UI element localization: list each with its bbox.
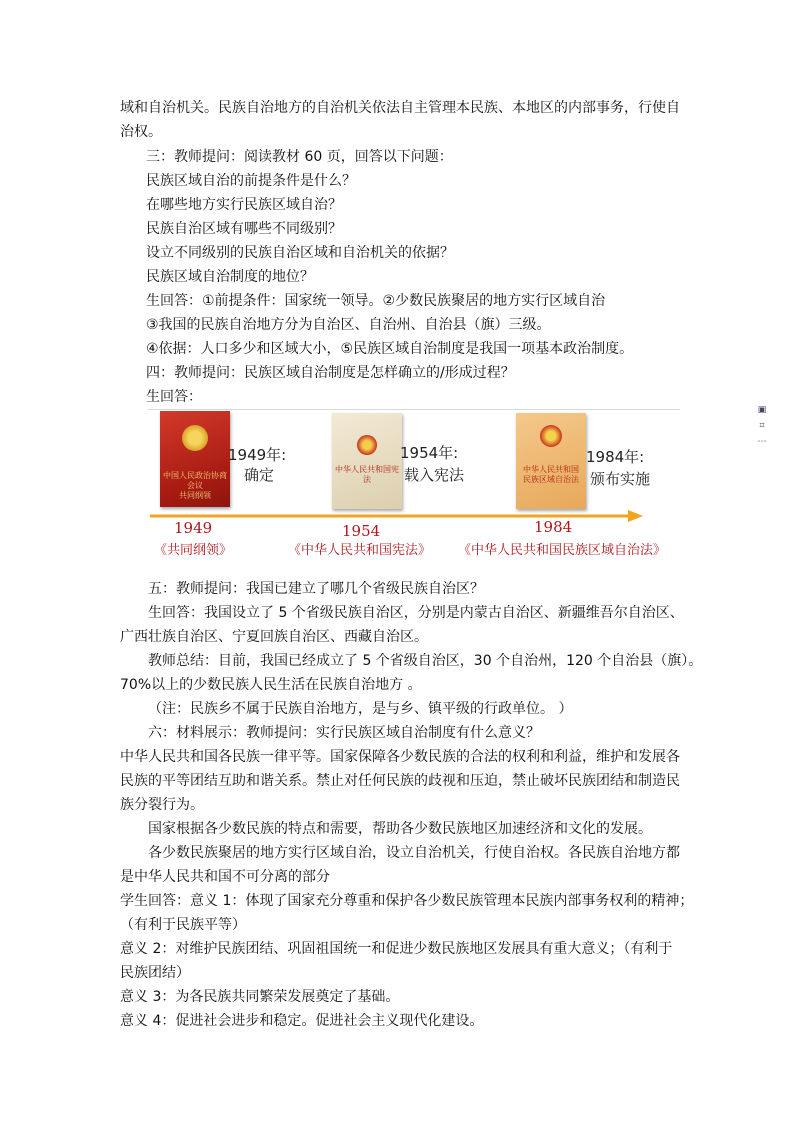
- question-item: 民族自治区域有哪些不同级别？: [146, 221, 342, 237]
- answer-label: 生回答：: [146, 389, 202, 405]
- timeline-figure: [140, 405, 767, 563]
- book-cover-title: 中国人民政治协商会议 共同纲领: [163, 471, 227, 500]
- section3-question: 三：教师提问：阅读教材 60 页，回答以下问题：: [146, 149, 453, 165]
- more-options-icon[interactable]: ⋯: [757, 437, 767, 447]
- material-line: 国家根据各少数民族的特点和需要，帮助各少数民族地区加速经济和文化的发展。: [148, 821, 652, 837]
- paragraph-line: 域和自治机关。民族自治地方的自治机关依法自主管理本民族、本地区的内部事务，行使自: [120, 100, 680, 116]
- student-answer-line: （有利于民族平等）: [120, 917, 246, 933]
- material-line: 中华人民共和国各民族一律平等。国家保障各少数民族的合法的权利和利益，维护和发展各: [120, 749, 680, 765]
- timeline-law-name: 《中华人民共和国宪法》: [288, 543, 432, 558]
- section6-question: 六：材料展示：教师提问：实行民族区域自治制度有什么意义？: [148, 725, 540, 741]
- constitution-book-image: [332, 413, 402, 509]
- material-line: 族分裂行为。: [120, 797, 204, 813]
- national-emblem-icon: [540, 425, 562, 447]
- student-answer-line: 民族团结）: [120, 965, 190, 981]
- event-year-label: 1949年:: [228, 446, 287, 464]
- answer-line: ③我国的民族自治地方分为自治区、自治州、自治县（旗）三级。: [146, 317, 551, 333]
- question-item: 民族区域自治的前提条件是什么？: [146, 173, 356, 189]
- section5-question: 五：教师提问：我国已建立了哪几个省级民族自治区？: [148, 581, 484, 597]
- timeline-year: 1954: [342, 522, 381, 540]
- event-year-label: 1984年:: [586, 448, 645, 466]
- material-line: 民族的平等团结互助和谐关系。禁止对任何民族的歧视和压迫，禁止破坏民族团结和制造民: [120, 773, 680, 789]
- answer-line: ④依据：人口多少和区域大小，⑤民族区域自治制度是我国一项基本政治制度。: [146, 341, 634, 357]
- autonomy-law-book-image: [516, 413, 586, 509]
- note-line: （注：民族乡不属于民族自治地方，是与乡、镇平级的行政单位。 ）: [148, 701, 573, 717]
- national-emblem-icon: [182, 425, 208, 451]
- event-action-label: 确定: [244, 466, 275, 484]
- national-emblem-icon: [357, 435, 377, 455]
- paragraph-line: 治权。: [120, 124, 162, 140]
- answer-line: 生回答：①前提条件：国家统一领导。②少数民族聚居的地方实行区域自治: [146, 293, 606, 309]
- student-answer-line: 意义 2：对维护民族团结、巩固祖国统一和促进少数民族地区发展具有重大意义；（有利于: [120, 941, 673, 957]
- event-action-label: 载入宪法: [404, 466, 465, 484]
- question-item: 民族区域自治制度的地位？: [146, 269, 314, 285]
- material-line: 各少数民族聚居的地方实行区域自治，设立自治机关，行使自治权。各民族自治地方都: [148, 845, 680, 861]
- common-program-book-image: [160, 411, 230, 507]
- figure-border: [148, 409, 680, 410]
- timeline-law-name: 《共同纲领》: [154, 543, 233, 558]
- event-year-label: 1954年:: [400, 444, 459, 462]
- summary-line: 70%以上的少数民族人民生活在民族自治地方 。: [120, 677, 422, 693]
- answer-line: 生回答：我国设立了 5 个省级民族自治区，分别是内蒙古自治区、新疆维吾尔自治区、: [148, 605, 684, 621]
- summary-line: 教师总结：目前，我国已经成立了 5 个省级自治区，30 个自治州，120 个自治县（旗）。: [148, 653, 703, 669]
- answer-line: 广西壮族自治区、宁夏回族自治区、西藏自治区。: [120, 629, 428, 645]
- timeline-law-name: 《中华人民共和国民族区域自治法》: [458, 543, 667, 558]
- timeline-arrow: [140, 508, 680, 528]
- question-item: 在哪些地方实行民族区域自治？: [146, 197, 342, 213]
- student-answer-line: 意义 4：促进社会进步和稳定。促进社会主义现代化建设。: [120, 1013, 484, 1029]
- event-action-label: 颁布实施: [590, 470, 651, 488]
- student-answer-line: 学生回答：意义 1：体现了国家充分尊重和保护各少数民族管理本民族内部事务权利的精神；: [120, 893, 694, 909]
- section4-question: 四：教师提问：民族区域自治制度是怎样确立的/形成过程？: [146, 365, 515, 381]
- crop-icon[interactable]: ⌗: [759, 421, 765, 431]
- book-cover-title: 中华人民共和国 民族区域自治法: [523, 465, 579, 484]
- timeline-year: 1949: [174, 519, 213, 537]
- book-cover-title: 中华人民共和国宪法: [335, 465, 399, 484]
- material-line: 是中华人民共和国不可分离的部分: [120, 869, 330, 885]
- timeline-year: 1984: [534, 518, 573, 536]
- question-item: 设立不同级别的民族自治区域和自治机关的依据？: [146, 245, 454, 261]
- image-edit-icon[interactable]: ▣: [757, 405, 767, 415]
- student-answer-line: 意义 3：为各民族共同繁荣发展奠定了基础。: [120, 989, 400, 1005]
